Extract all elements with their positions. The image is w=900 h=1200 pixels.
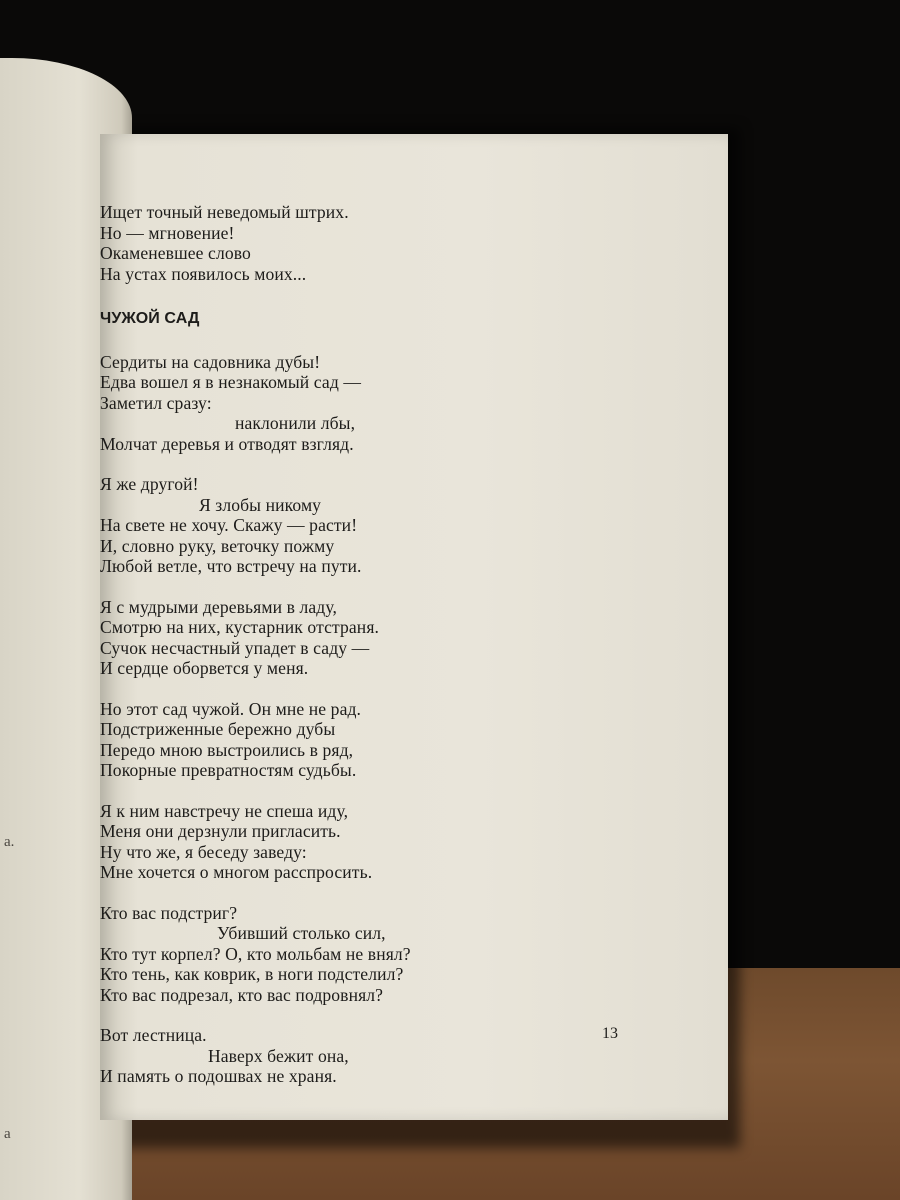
poem-line: Сучок несчастный упадет в саду — — [100, 637, 370, 658]
poem-line: Смотрю на них, кустарник отстраня. — [100, 617, 380, 637]
stanza — [100, 903, 660, 1006]
stanza — [100, 474, 660, 577]
poem-line: И, словно руку, веточку пожму — [100, 535, 335, 556]
page-number: 13 — [602, 1025, 618, 1042]
poem-line: Наверх бежит она, — [100, 1045, 349, 1066]
left-page-mark: а. — [4, 834, 15, 850]
poem-line: Кто вас подрезал, кто вас подровнял? — [100, 984, 384, 1005]
poem-line: Заметил сразу: — [100, 392, 212, 413]
poem-line: Но этот сад чужой. Он мне не рад. — [100, 698, 362, 719]
poem-line: Любой ветле, что встречу на пути. — [100, 556, 362, 576]
poem-line: наклонили лбы, — [100, 413, 356, 433]
intro-stanza — [100, 202, 660, 284]
poem-line: Я же другой! — [100, 474, 199, 494]
left-page-mark: а — [4, 1126, 11, 1142]
poem-line: Кто тень, как коврик, в ноги подстелил? — [100, 964, 404, 984]
poem-line: Молчат деревья и отводят взгляд. — [100, 433, 354, 454]
poem-line: Ну что же, я беседу заведу: — [100, 841, 307, 862]
stanza — [100, 699, 660, 781]
poem-line: Едва вошел я в незнакомый сад — — [100, 372, 362, 392]
poem-line: Но — мгновение! — [100, 222, 235, 243]
poem-line: Меня они дерзнули пригласить. — [100, 821, 341, 841]
poem-line: Я злобы никому — [100, 494, 322, 515]
poem-title: ЧУЖОЙ САД — [100, 310, 200, 327]
stanza — [100, 1025, 660, 1087]
poem-line: Подстриженные бережно дубы — [100, 719, 336, 739]
poem-line: Вот лестница. — [100, 1025, 207, 1045]
poem-line: Я к ним навстречу не спеша иду, — [100, 800, 349, 821]
poem-line: Окаменевшее слово — [100, 243, 251, 263]
poem-line: Я с мудрыми деревьями в ладу, — [100, 596, 337, 617]
stanza — [100, 801, 660, 883]
poem-line: Мне хочется о многом расспросить. — [100, 862, 373, 882]
poem-line: И сердце оборвется у меня. — [100, 658, 309, 678]
poem-text — [100, 202, 660, 1107]
poem-line: Передо мною выстроились в ряд, — [100, 739, 354, 760]
poem-line: На свете не хочу. Скажу — расти! — [100, 515, 358, 535]
stanza — [100, 352, 660, 455]
poem-stanzas — [100, 352, 660, 1087]
poem-line: На устах появилось моих... — [100, 263, 307, 284]
poem-line: Кто тут корпел? О, кто мольбам не внял? — [100, 943, 411, 964]
poem-line: Покорные превратностям судьбы. — [100, 760, 357, 780]
poem-line: Сердиты на садовника дубы! — [100, 351, 321, 372]
poem-line: Ищет точный неведомый штрих. — [100, 202, 349, 222]
poem-line: Убивший столько сил, — [100, 923, 386, 943]
poem-line: Кто вас подстриг? — [100, 902, 238, 923]
stanza — [100, 597, 660, 679]
poem-line: И память о подошвах не храня. — [100, 1066, 337, 1086]
